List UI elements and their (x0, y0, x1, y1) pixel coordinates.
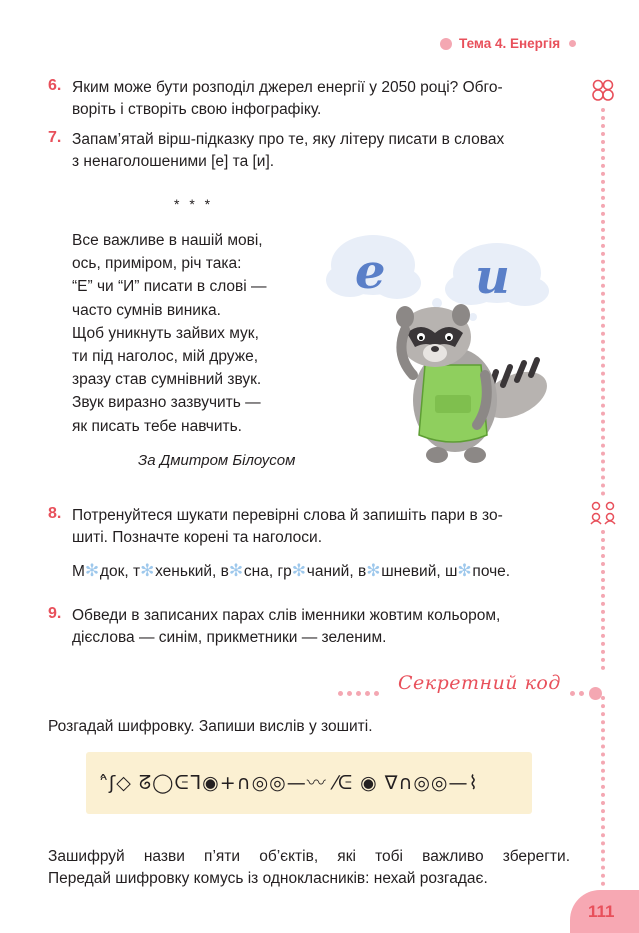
poem-line: “Е” чи “И” писати в слові — (72, 278, 267, 296)
gap-icon (458, 564, 471, 577)
poem-line: часто сумнів виника. (72, 301, 221, 319)
pair-work-icon (588, 500, 618, 526)
task-number: 7. (48, 129, 62, 146)
task-number: 8. (48, 505, 62, 522)
task-9-text (72, 605, 500, 649)
gap-icon (230, 564, 243, 577)
header-dot-small-icon (569, 40, 576, 47)
task-8-text (72, 505, 503, 549)
task-7 (48, 129, 61, 147)
margin-dotted-line-2 (601, 530, 609, 670)
poem-line: зразу став сумнівний звук. (72, 371, 262, 389)
poem-stars: * * * (174, 196, 214, 212)
gap-icon (293, 564, 306, 577)
task-line: воріть і створіть свою інфографіку. (72, 101, 322, 118)
group-work-icon (589, 78, 617, 104)
word-item: т✻ хенький, (133, 563, 216, 580)
task-line: Обведи в записаних парах слів іменники жовтим кольором, (72, 607, 501, 624)
word-item: ш✻ поче. (445, 563, 510, 580)
margin-dotted-line (601, 108, 609, 496)
dot-icon (338, 691, 343, 696)
topic-header (440, 36, 576, 51)
bubble-letter-i: и (475, 249, 510, 305)
task-line: шиті. Позначте корені та наголоси. (72, 529, 323, 546)
task-8 (48, 505, 61, 523)
task-number: 9. (48, 605, 62, 622)
gap-icon (86, 564, 99, 577)
secret-code-title: Секретний код (398, 672, 561, 694)
secret-outro (48, 846, 570, 890)
secret-intro: Розгадай шифровку. Запиши вислів у зошиті. (48, 718, 373, 735)
outro-line: Зашифруй назви п’яти об’єктів, які тобі важливо зберегти. (48, 848, 570, 865)
poem-line: ти під наголос, мій друже, (72, 348, 258, 366)
task-7-text (72, 129, 504, 173)
dot-icon (356, 691, 361, 696)
secret-dots-right (570, 683, 602, 701)
word-item: гр✻ чаний, (277, 563, 353, 580)
dot-icon (365, 691, 370, 696)
dot-icon (347, 691, 352, 696)
word-item: в✻ сна, (221, 563, 273, 580)
poem-line: Все важливе в нашій мові, (72, 232, 263, 249)
raccoon-illustration (325, 225, 575, 470)
poem-author: За Дмитром Білоусом (138, 452, 296, 469)
page-number: 111 (588, 902, 615, 921)
poem (72, 229, 267, 438)
task-line: дієслова — синім, прикметники — зеленим. (72, 629, 387, 646)
task-9 (48, 605, 61, 623)
word-list (72, 563, 510, 581)
gap-icon (367, 564, 380, 577)
word-item: М✻ док, (72, 563, 129, 580)
task-line: Запам’ятай вірш-підказку про те, яку літеру писати в словах (72, 131, 505, 148)
page-number-tab (570, 890, 639, 933)
dot-icon (570, 691, 575, 696)
secret-dots-left (338, 683, 379, 701)
dot-icon (589, 687, 602, 700)
poem-line: ось, приміром, річ така: (72, 255, 242, 273)
word-item: в✻ шневий, (358, 563, 441, 580)
cipher-text: ᵔ̂ʃ◇ ᘔ◯ᕮᒣ◉+∩◎◎—〰 ⁄ᕮ ◉ ∇∩◎◎—⌇ (100, 772, 479, 794)
task-line: з ненаголошеними [е] та [и]. (72, 153, 275, 170)
topic-title: Тема 4. Енергія (459, 36, 561, 51)
outro-line: Передай шифровку комусь із однокласників: нехай розгадає. (48, 870, 488, 887)
poem-line: Звук виразно зазвучить — (72, 394, 261, 412)
bubble-letter-e: е (355, 244, 386, 300)
margin-dotted-line-3 (601, 696, 609, 886)
poem-line: як писать тебе навчить. (72, 417, 242, 435)
task-6-text (72, 77, 503, 121)
gap-icon (141, 564, 154, 577)
poem-line: Щоб уникнуть зайвих мук, (72, 324, 259, 342)
header-dot-icon (440, 38, 452, 50)
task-6 (48, 77, 61, 95)
task-line: Потренуйтеся шукати перевірні слова й запишіть пари в зо- (72, 507, 503, 524)
task-number: 6. (48, 77, 62, 94)
dot-icon (579, 691, 584, 696)
task-line: Яким може бути розподіл джерел енергії у 2050 році? Обго- (72, 79, 503, 96)
dot-icon (374, 691, 379, 696)
